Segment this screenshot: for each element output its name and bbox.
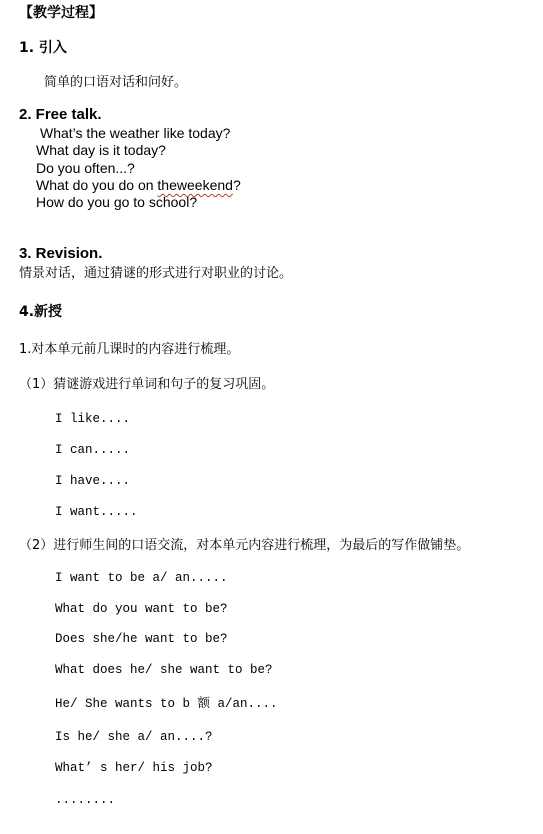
part-2-line-4: What does he/ she want to be? — [55, 663, 273, 677]
free-talk-line-5: How do you go to school? — [36, 194, 198, 210]
free-talk-line-4-suffix: ? — [232, 177, 241, 193]
document-title: 【教学过程】 — [19, 5, 103, 21]
part-2-label: （2）进行师生间的口语交流，对本单元内容进行梳理，为最后的写作做铺垫。 — [19, 538, 470, 553]
section-4-heading: 4.新授 — [19, 304, 63, 320]
section-3-body: 情景对话，通过猜谜的形式进行对职业的讨论。 — [19, 266, 293, 281]
part-2-line-8: ........ — [55, 793, 116, 807]
part-2-line-6: Is he/ she a/ an....? — [55, 730, 213, 744]
section-3-heading: 3. Revision. — [19, 245, 103, 262]
free-talk-line-2: What day is it today? — [36, 142, 166, 158]
section-1-body: 简单的口语对话和问好。 — [44, 75, 188, 90]
free-talk-line-1: What’s the weather like today? — [40, 125, 231, 141]
part-1-label: （1）猜谜游戏进行单词和句子的复习巩固。 — [19, 377, 275, 392]
part-1-line-4: I want..... — [55, 505, 138, 519]
section-1-heading: 1. 引入 — [19, 40, 67, 56]
free-talk-line-4 — [36, 177, 241, 193]
free-talk-line-4-prefix: What do you do on — [36, 177, 158, 193]
part-1-line-2: I can..... — [55, 443, 131, 457]
part-1-line-3: I have.... — [55, 474, 131, 488]
part-1-line-1: I like.... — [55, 412, 131, 426]
section-2-heading: 2. Free talk. — [19, 106, 102, 123]
spelling-flagged-word: theweekend — [157, 177, 233, 193]
part-2-line-3: Does she/he want to be? — [55, 632, 228, 646]
part-2-line-1: I want to be a/ an..... — [55, 571, 228, 585]
free-talk-line-3: Do you often...? — [36, 160, 135, 176]
part-2-line-7: What’ s her/ his job? — [55, 761, 213, 775]
section-4-sub-1: 1.对本单元前几课时的内容进行梳理。 — [19, 342, 240, 357]
part-2-line-5: He/ She wants to b 额 a/an.... — [55, 697, 278, 711]
part-2-line-2: What do you want to be? — [55, 602, 228, 616]
